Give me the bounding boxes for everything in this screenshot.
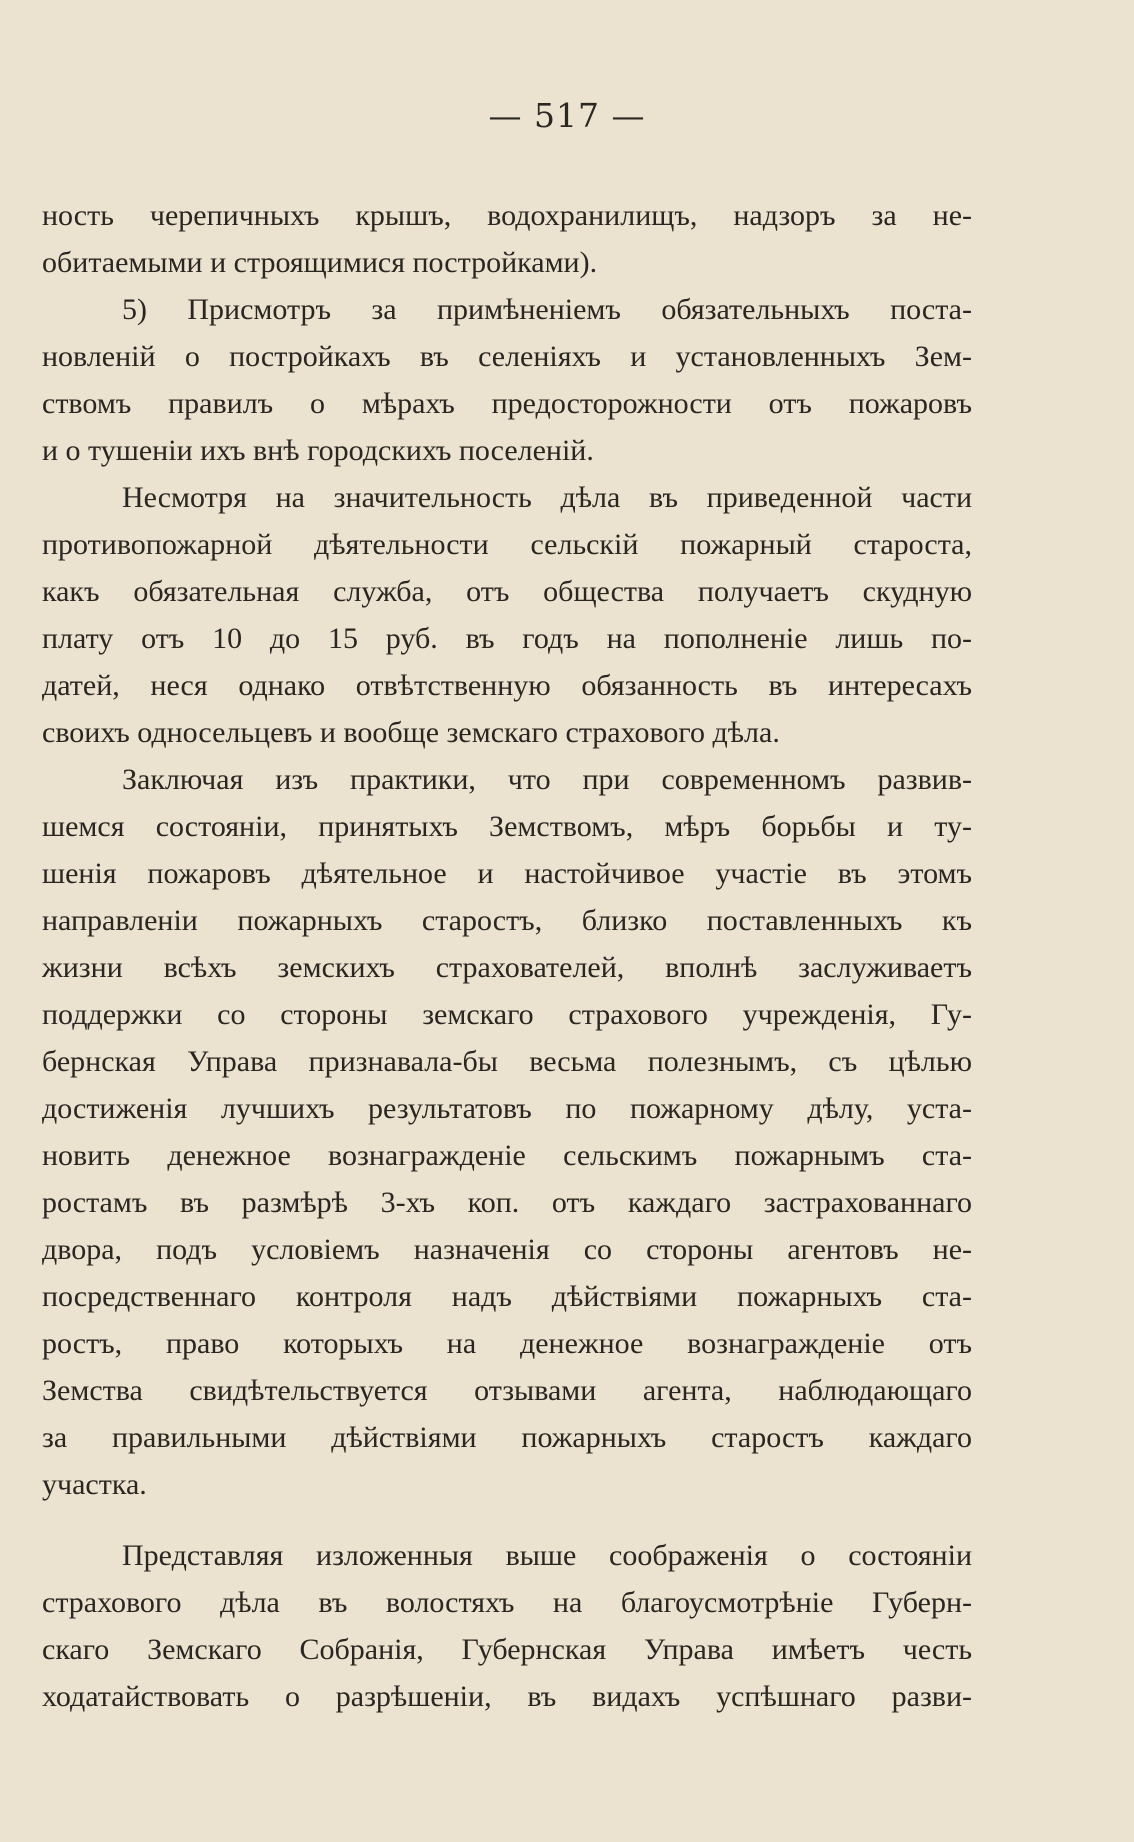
text-line: ность черепичныхъ крышъ, водохранилищъ, надзоръ за не- [42, 199, 972, 232]
text-line: двора, подъ условіемъ назначенія со стороны агентовъ не- [42, 1233, 972, 1266]
text-line: бернская Управа признавала-бы весьма полезнымъ, съ цѣлью [42, 1045, 972, 1078]
text-line: какъ обязательная служба, отъ общества получаетъ скудную [42, 575, 972, 608]
text-line: новленій о постройкахъ въ селеніяхъ и установленныхъ Зем- [42, 340, 972, 373]
text-line: ростамъ въ размѣрѣ 3-хъ коп. отъ каждаго застрахованнаго [42, 1186, 972, 1219]
text-line: поддержки со стороны земскаго страхового учрежденія, Гу- [42, 998, 972, 1031]
text-line: скаго Земскаго Собранія, Губернская Управа имѣетъ честь [42, 1633, 972, 1666]
page-number: — 517 — [488, 96, 646, 135]
text-line: новить денежное вознагражденіе сельскимъ пожарнымъ ста- [42, 1139, 972, 1172]
text-line: ходатайствовать о разрѣшеніи, въ видахъ успѣшнаго разви- [42, 1680, 972, 1713]
text-line: ствомъ правилъ о мѣрахъ предосторожности отъ пожаровъ [42, 387, 972, 420]
text-line: страхового дѣла въ волостяхъ на благоусмотрѣніе Губерн- [42, 1586, 972, 1619]
text-line: Несмотря на значительность дѣла въ приведенной части [122, 481, 972, 514]
text-line: датей, неся однако отвѣтственную обязанность въ интересахъ [42, 669, 972, 702]
text-line: противопожарной дѣятельности сельскій пожарный староста, [42, 528, 972, 561]
text-line: Представляя изложенныя выше соображенія о состояніи [122, 1539, 972, 1572]
text-line: и о тушеніи ихъ внѣ городскихъ поселеній. [42, 434, 594, 467]
text-line: ростъ, право которыхъ на денежное вознагражденіе отъ [42, 1327, 972, 1360]
text-line: жизни всѣхъ земскихъ страхователей, вполнѣ заслуживаетъ [42, 951, 972, 984]
body-text [42, 192, 972, 1720]
text-line: своихъ односельцевъ и вообще земскаго страхового дѣла. [42, 716, 780, 749]
text-line: Заключая изъ практики, что при современномъ развив- [122, 763, 972, 796]
text-line: посредственнаго контроля надъ дѣйствіями пожарныхъ ста- [42, 1280, 972, 1313]
text-line: шенія пожаровъ дѣятельное и настойчивое участіе въ этомъ [42, 857, 972, 890]
text-line: шемся состояніи, принятыхъ Земствомъ, мѣръ борьбы и ту- [42, 810, 972, 843]
text-line: обитаемыми и строящимися постройками). [42, 246, 598, 279]
text-line: участка. [42, 1468, 147, 1501]
text-line: плату отъ 10 до 15 руб. въ годъ на пополненіе лишь по- [42, 622, 972, 655]
text-line: достиженія лучшихъ результатовъ по пожарному дѣлу, уста- [42, 1092, 972, 1125]
text-line: за правильными дѣйствіями пожарныхъ старостъ каждаго [42, 1421, 972, 1454]
text-line: направленіи пожарныхъ старостъ, близко поставленныхъ къ [42, 904, 972, 937]
text-line: 5) Присмотръ за примѣненіемъ обязательныхъ поста- [122, 293, 972, 326]
text-line: Земства свидѣтельствуется отзывами агента, наблюдающаго [42, 1374, 972, 1407]
